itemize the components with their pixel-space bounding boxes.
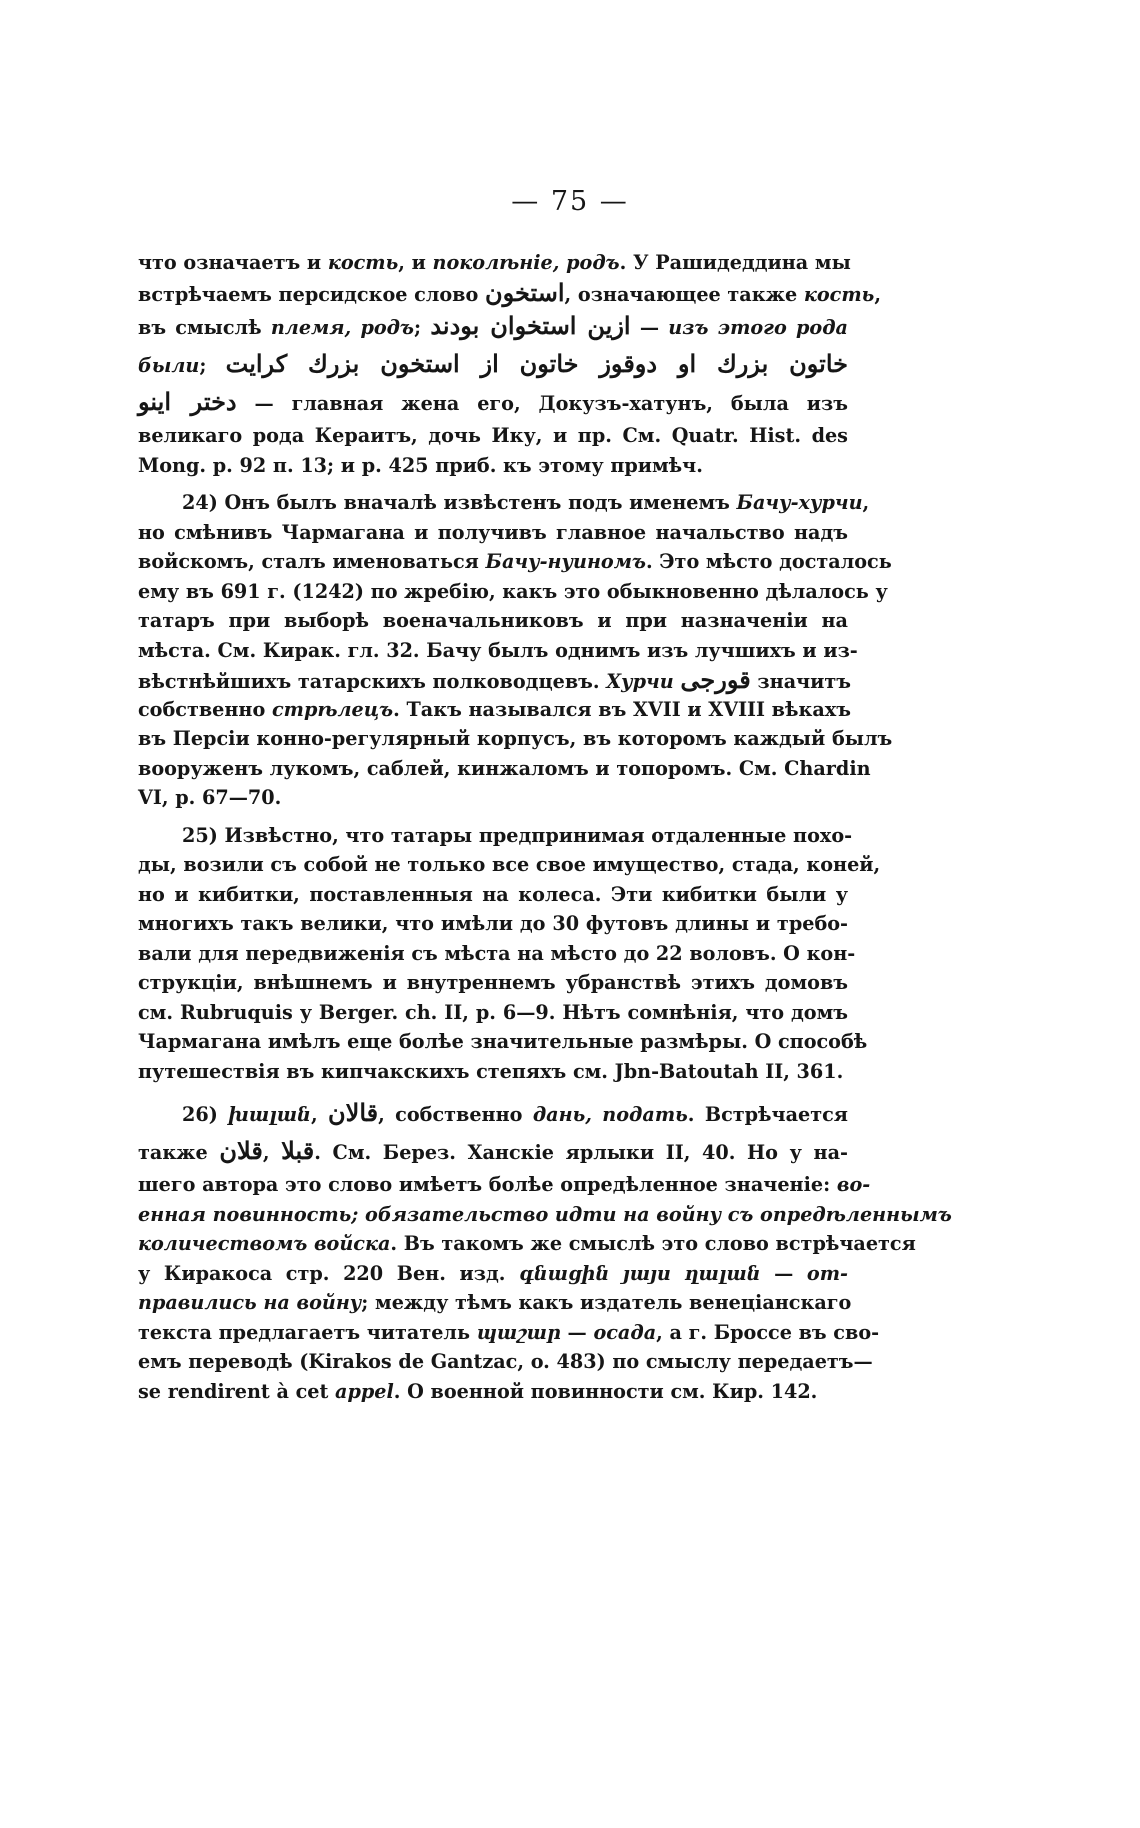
text-run: , xyxy=(262,1141,282,1164)
text-line xyxy=(138,724,893,754)
text-run: 26) xyxy=(182,1103,229,1126)
arabic-script-phrase: قلان xyxy=(219,1136,263,1165)
text-line xyxy=(138,421,848,451)
italic-phrase: Хурчи xyxy=(606,670,674,693)
text-run: se rendirent à cet xyxy=(138,1379,336,1403)
text-line xyxy=(138,1229,916,1259)
text-run: мѣста. См. Кирак. гл. 32. Бачу былъ однимъ изъ лучшихъ и из- xyxy=(138,638,858,662)
text-run: , xyxy=(862,491,870,514)
text-run: . См. Берез. Ханскіе ярлыки II, 40. Но у на- xyxy=(314,1141,848,1164)
italic-phrase: от- xyxy=(806,1261,848,1285)
text-run: многихъ такъ велики, что имѣли до 30 футовъ длины и требо- xyxy=(138,912,848,935)
arabic-script-phrase: خاتون بزرك او دوقوز خاتون از استخون بزرك كرايت xyxy=(225,349,848,378)
italic-phrase: дань, подать xyxy=(532,1103,688,1126)
text-run: великаго рода Кераитъ, дочь Ику, и пр. См. Quatr. Hist. des xyxy=(138,424,848,447)
text-line xyxy=(138,518,848,548)
text-line xyxy=(138,1170,871,1200)
italic-phrase: Бачу-хурчи xyxy=(736,491,863,514)
italic-phrase: количествомъ войска xyxy=(138,1232,391,1255)
text-line xyxy=(138,1318,880,1348)
text-run: , означающее также xyxy=(564,282,804,306)
text-run: но и кибитки, поставленныя на колеса. Эти кибитки были у xyxy=(138,882,848,906)
paragraph-gap xyxy=(138,480,848,488)
text-run: Чармагана имѣлъ еще болѣе значительные размѣры. О способѣ xyxy=(138,1030,868,1053)
text-line xyxy=(138,783,848,813)
text-run: , а г. Броссе въ сво- xyxy=(656,1320,880,1344)
italic-phrase: кость xyxy=(327,251,399,274)
text-run: , xyxy=(874,282,881,306)
text-line xyxy=(138,695,851,725)
text-run: въ смыслѣ xyxy=(138,316,271,339)
italic-phrase: правились на войну xyxy=(138,1291,362,1314)
text-line xyxy=(138,606,848,636)
text-line xyxy=(138,939,856,969)
text-run: шего автора это слово имѣетъ болѣе опредѣленное значеніе: xyxy=(138,1173,837,1196)
text-run: ему въ 691 г. (1242) по жребію, какъ это обыкновенно дѣлалось у xyxy=(138,579,888,603)
arabic-script-phrase: استخون xyxy=(484,277,565,307)
text-run: Mong. p. 92 п. 13; и р. 425 приб. къ этому примѣч. xyxy=(138,453,703,477)
text-line xyxy=(138,1132,848,1170)
text-run: — главная жена его, Докузъ-хатунъ, была изъ xyxy=(236,392,848,415)
arabic-script-phrase: دختر اينو xyxy=(138,387,237,416)
text-run: ; xyxy=(413,316,431,339)
text-line xyxy=(138,1200,952,1230)
body-text xyxy=(138,248,952,1406)
armenian-script-phrase: պաշար xyxy=(476,1320,561,1344)
arabic-script-phrase: ازين استخوان بودند xyxy=(430,311,631,340)
text-line xyxy=(138,1288,852,1318)
armenian-script-phrase: գնացին յայս ղալան xyxy=(519,1261,761,1285)
paragraph-gap xyxy=(138,1086,848,1094)
text-line xyxy=(138,1347,873,1377)
italic-phrase: племя, родъ xyxy=(270,316,414,339)
italic-phrase: были xyxy=(138,354,200,377)
text-line xyxy=(138,754,871,784)
arabic-script-phrase: قالان xyxy=(328,1098,379,1127)
text-line xyxy=(138,1259,848,1289)
text-run: текста предлагаетъ читатель xyxy=(138,1320,477,1344)
text-line xyxy=(138,248,851,278)
italic-phrase: appel xyxy=(335,1379,394,1403)
italic-phrase: кость xyxy=(803,282,875,306)
italic-phrase: осада xyxy=(593,1320,657,1344)
text-line xyxy=(138,880,848,910)
text-run: что означаетъ и xyxy=(138,251,328,274)
text-run: ды, возили съ собой не только все свое имущество, стада, коней, xyxy=(138,853,881,876)
text-line xyxy=(138,821,853,851)
text-run: также xyxy=(138,1141,220,1164)
text-line xyxy=(138,383,848,421)
text-run: . Такъ назывался въ XVII и XVIII вѣкахъ xyxy=(393,697,851,721)
text-run: 25) Извѣстно, что татары предпринимая отдаленные похо- xyxy=(182,823,853,847)
arabic-script-phrase: قبلا xyxy=(281,1136,315,1165)
text-run: у Киракоса стр. 220 Вен. изд. xyxy=(138,1261,520,1285)
text-run: см. Rubruquis у Berger. ch. II, p. 6—9. Нѣтъ сомнѣнія, что домъ xyxy=(138,1000,848,1024)
text-run: . У Рашидеддина мы xyxy=(619,251,851,274)
text-run: . О военной повинности см. Кир. 142. xyxy=(393,1379,818,1403)
text-line xyxy=(138,909,848,939)
text-run: въ Персіи конно-регулярный корпусъ, въ которомъ каждый былъ xyxy=(138,727,893,750)
text-run: , и xyxy=(398,251,433,274)
text-run: , собственно xyxy=(378,1103,533,1126)
text-line xyxy=(138,277,881,308)
armenian-script-phrase: խալան xyxy=(228,1103,311,1126)
arabic-script-phrase: قورجى xyxy=(680,665,751,694)
text-run: собственно xyxy=(138,697,272,721)
text-run: — xyxy=(560,1320,594,1344)
text-run: струкціи, внѣшнемъ и внутреннемъ убранствѣ этихъ домовъ xyxy=(138,971,848,994)
italic-phrase: во- xyxy=(836,1173,871,1196)
text-line xyxy=(138,1057,848,1087)
text-line xyxy=(138,665,852,695)
text-line xyxy=(138,547,892,577)
italic-phrase: Бачу-нуиномъ xyxy=(485,550,646,573)
text-line xyxy=(138,850,881,880)
text-run: , xyxy=(310,1103,328,1126)
text-line xyxy=(138,1377,848,1407)
italic-phrase: изъ этого рода xyxy=(668,316,848,339)
text-run: татаръ при выборѣ военачальниковъ и при назначеніи на xyxy=(138,609,848,632)
text-line xyxy=(138,488,870,518)
text-run: вѣстнѣйшихъ татарскихъ полководцевъ. xyxy=(138,670,607,693)
text-run: но смѣнивъ Чармагана и получивъ главное начальство надъ xyxy=(138,520,848,544)
text-line xyxy=(138,998,848,1028)
text-run: 24) Онъ былъ вначалѣ извѣстенъ подъ именемъ xyxy=(182,491,737,514)
page-number: — 75 — xyxy=(511,186,629,217)
text-run: вали для передвиженія съ мѣста на мѣсто до 22 воловъ. О кон- xyxy=(138,941,856,965)
italic-phrase: енная повинность; обязательство идти на войну съ опредѣленнымъ xyxy=(138,1202,952,1226)
text-line xyxy=(138,345,848,383)
text-line xyxy=(138,1094,848,1132)
text-line xyxy=(138,1027,868,1057)
italic-phrase: стрѣлецъ xyxy=(271,697,394,721)
text-run: VI, p. 67—70. xyxy=(138,786,282,809)
text-line xyxy=(138,451,848,481)
text-run: ; между тѣмъ какъ издатель венеціанскаго xyxy=(361,1291,852,1314)
text-line xyxy=(138,636,858,666)
italic-phrase: поколѣніе, родъ xyxy=(432,251,620,274)
text-line xyxy=(138,577,888,607)
text-run: — xyxy=(630,316,669,339)
paragraph-gap xyxy=(138,813,848,821)
text-line xyxy=(138,968,848,998)
text-run: войскомъ, сталъ именоваться xyxy=(138,550,486,573)
text-run: вооруженъ лукомъ, саблей, кинжаломъ и топоромъ. См. Chardin xyxy=(138,756,871,780)
text-run: . Это мѣсто досталось xyxy=(645,550,892,573)
text-line xyxy=(138,307,848,345)
text-run: емъ переводѣ (Kirakos de Gantzac, o. 483) по смыслу передаетъ— xyxy=(138,1350,873,1373)
text-run: ; xyxy=(199,354,226,377)
text-run: — xyxy=(760,1261,807,1285)
text-run: значитъ xyxy=(750,670,852,693)
text-run: встрѣчаемъ персидское слово xyxy=(138,282,485,306)
text-run: . Встрѣчается xyxy=(687,1103,848,1126)
text-run: путешествія въ кипчакскихъ степяхъ см. Jbn-Batoutah II, 361. xyxy=(138,1059,844,1083)
text-run: . Въ такомъ же смыслѣ это слово встрѣчается xyxy=(390,1232,916,1255)
